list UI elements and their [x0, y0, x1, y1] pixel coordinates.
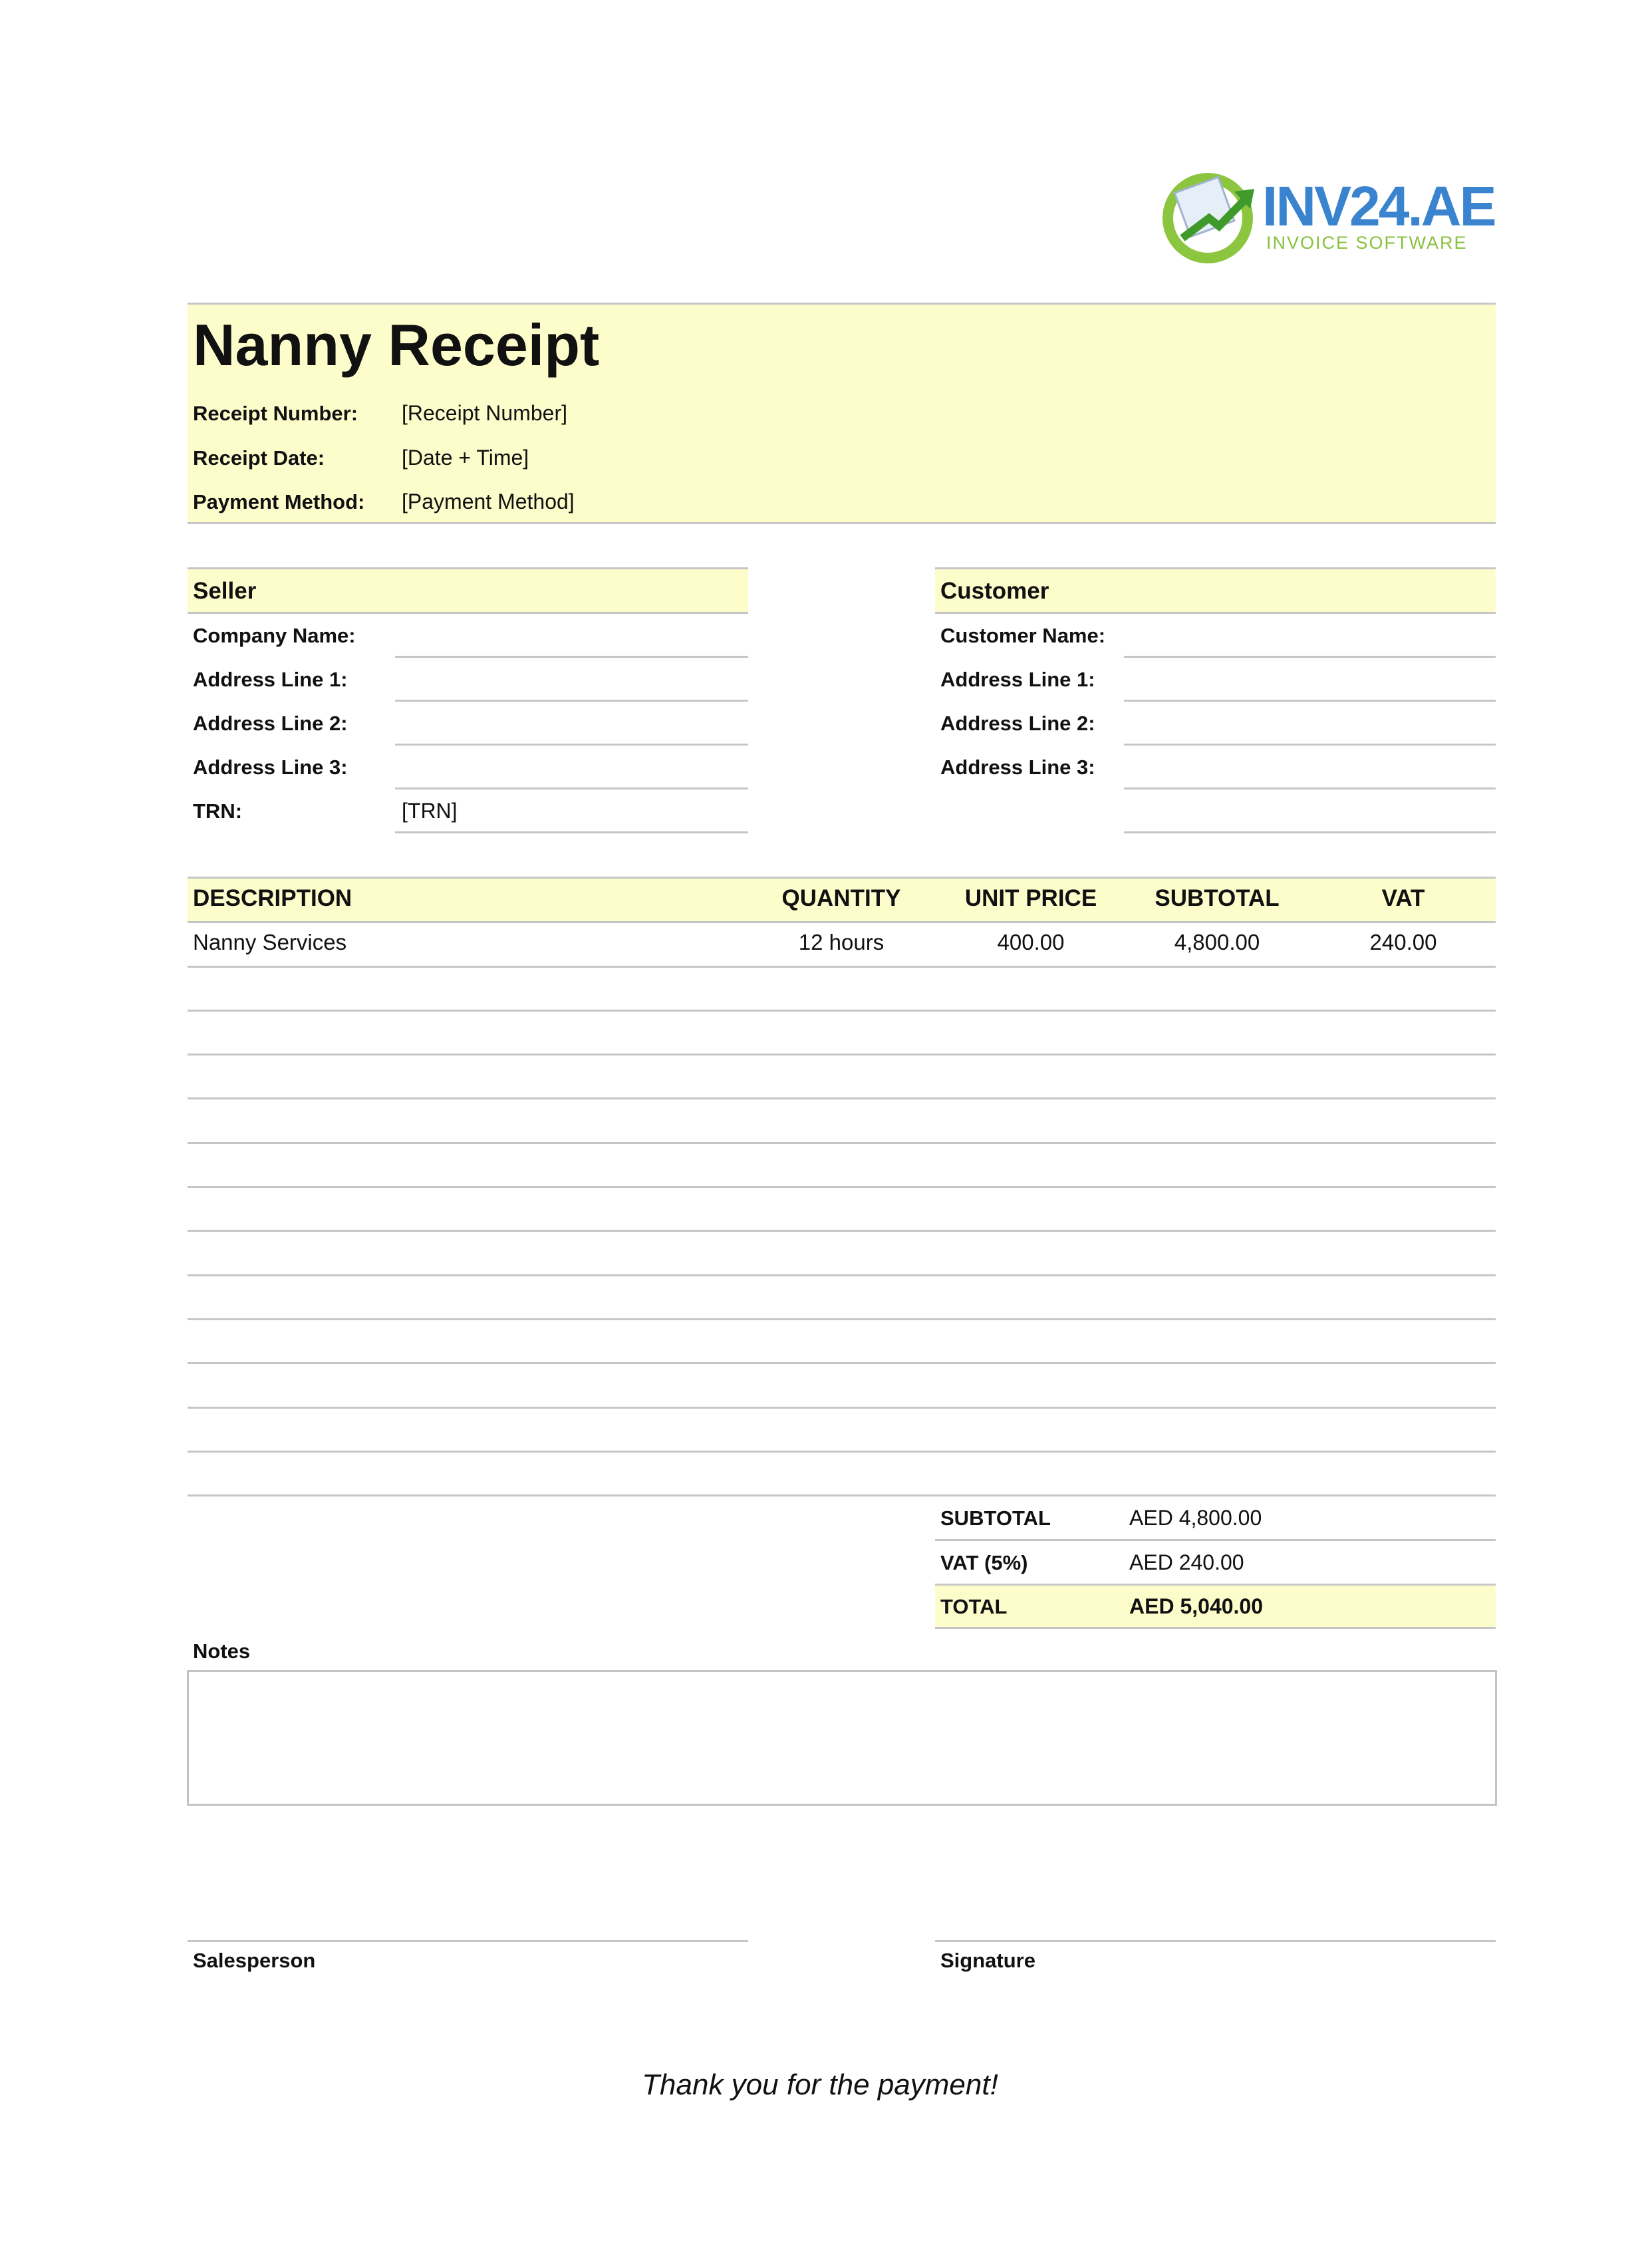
customer-address2-field	[1124, 744, 1496, 746]
item-vat: 240.00	[1369, 930, 1437, 954]
divider	[188, 567, 748, 569]
seller-trn-value: [TRN]	[402, 799, 458, 823]
item-quantity: 12 hours	[798, 930, 885, 954]
totals-vat-label: VAT (5%)	[940, 1551, 1028, 1574]
payment-method-value: [Payment Method]	[402, 490, 575, 513]
col-vat: VAT	[1381, 885, 1425, 911]
seller-address2-label: Address Line 2:	[193, 712, 348, 735]
salesperson-line	[188, 1940, 748, 1942]
table-row-line	[188, 1010, 1496, 1012]
col-description: DESCRIPTION	[193, 885, 352, 911]
totals-vat-value: AED 240.00	[1129, 1550, 1244, 1574]
totals-subtotal-value: AED 4,800.00	[1129, 1506, 1262, 1530]
customer-address1-label: Address Line 1:	[940, 668, 1095, 691]
col-unit-price: UNIT PRICE	[964, 885, 1097, 911]
logo-name: INV24.AE	[1262, 175, 1495, 237]
seller-trn-field	[395, 831, 748, 833]
table-row-line	[188, 1186, 1496, 1188]
table-row-line	[188, 1054, 1496, 1056]
table-row-line	[188, 1362, 1496, 1364]
thank-you-message: Thank you for the payment!	[642, 2068, 998, 2101]
divider	[188, 612, 748, 614]
table-row-line	[188, 1494, 1496, 1496]
receipt-number-label: Receipt Number:	[193, 402, 358, 425]
receipt-date-value: [Date + Time]	[402, 446, 529, 470]
seller-address2-field	[395, 744, 748, 746]
table-row-line	[188, 921, 1496, 923]
seller-company-label: Company Name:	[193, 624, 356, 647]
table-row-line	[188, 1318, 1496, 1320]
customer-address2-label: Address Line 2:	[940, 712, 1095, 735]
table-row-line	[188, 1274, 1496, 1276]
divider	[935, 1584, 1496, 1586]
seller-address1-field	[395, 700, 748, 702]
customer-address1-field	[1124, 700, 1496, 702]
notes-box	[187, 1670, 1497, 1806]
seller-address3-label: Address Line 3:	[193, 756, 348, 779]
customer-name-field	[1124, 656, 1496, 658]
seller-address3-field	[395, 787, 748, 789]
customer-address3-field	[1124, 787, 1496, 789]
item-subtotal: 4,800.00	[1174, 930, 1260, 954]
customer-name-label: Customer Name:	[940, 624, 1106, 647]
item-unit-price: 400.00	[997, 930, 1065, 954]
signature-label: Signature	[940, 1949, 1035, 1972]
divider	[935, 1539, 1496, 1541]
signature-line	[935, 1940, 1496, 1942]
divider	[188, 522, 1496, 524]
item-description: Nanny Services	[193, 930, 347, 954]
divider	[935, 612, 1496, 614]
divider	[188, 303, 1496, 305]
seller-heading-band	[188, 569, 748, 613]
totals-total-value: AED 5,040.00	[1129, 1594, 1264, 1618]
payment-method-label: Payment Method:	[193, 490, 365, 513]
totals-total-label: TOTAL	[940, 1595, 1008, 1618]
salesperson-label: Salesperson	[193, 1949, 316, 1972]
col-subtotal: SUBTOTAL	[1155, 885, 1280, 911]
table-row-line	[188, 966, 1496, 968]
totals-subtotal-label: SUBTOTAL	[940, 1506, 1051, 1530]
customer-extra-field	[1124, 831, 1496, 833]
customer-address3-label: Address Line 3:	[940, 756, 1095, 779]
table-row-line	[188, 1407, 1496, 1409]
seller-address1-label: Address Line 1:	[193, 668, 348, 691]
col-quantity: QUANTITY	[781, 885, 901, 911]
divider	[935, 567, 1496, 569]
table-row-line	[188, 1230, 1496, 1232]
seller-trn-label: TRN:	[193, 799, 243, 823]
divider	[188, 877, 1496, 879]
customer-heading: Customer	[940, 578, 1049, 604]
table-row-line	[188, 1097, 1496, 1099]
table-row-line	[188, 1451, 1496, 1453]
seller-company-field	[395, 656, 748, 658]
notes-label: Notes	[193, 1639, 251, 1663]
page-title: Nanny Receipt	[193, 312, 600, 378]
seller-heading: Seller	[193, 578, 257, 604]
divider	[935, 1627, 1496, 1629]
logo-tagline: INVOICE SOFTWARE	[1266, 233, 1468, 253]
receipt-number-value: [Receipt Number]	[402, 401, 567, 425]
receipt-date-label: Receipt Date:	[193, 446, 325, 470]
table-row-line	[188, 1142, 1496, 1144]
logo-icon	[1156, 165, 1262, 265]
